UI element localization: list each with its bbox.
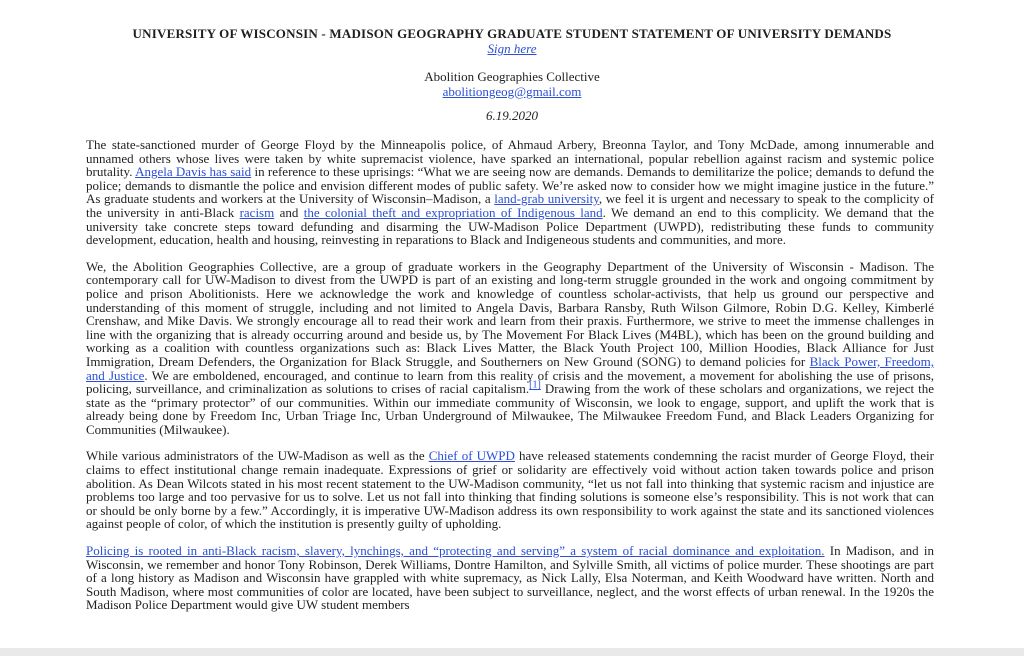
policing-rooted-link[interactable]: Policing is rooted in anti-Black racism, slavery, lynchings, and “protecting and serving” a system of racial dominance and exploitation. bbox=[86, 543, 825, 559]
paragraph-text: have released statements condemning the racist murder of George Floyd, their claims to effect institutional change remain inadequate. Expressions of grief or solidarity are effectively void without action taken towards police and prison abolition. As Dean Wilcots stated in his most recent statement to the UW-Madison community, “let us not fall into thinking that systemic racism and injustice are problems too large and too pervasive for us to solve. Let us not fall into thinking that finding solutions is someone else’s responsibility. This is not work that can or should be only borne by a few.” Accordingly, it is imperative UW-Madison address its own responsibility to work against the state and its sanctioned violences against people of color, of which the institution is presently guilty of upholding. bbox=[86, 448, 934, 532]
paragraph-text: The state-sanctioned murder of George Floyd by the Minneapolis police, of Ahmaud Arbery, Breonna Taylor, and Tony McDade, among innumerable and unnamed others whose lives were taken by white supremacist violence, have sparked an international, popular rebellion against racism and systemic police brutality. bbox=[86, 137, 934, 180]
paragraph-text: , we feel it is urgent and necessary to speak to the complicity of the university in anti-Black bbox=[86, 191, 934, 220]
sign-here-link[interactable]: Sign here bbox=[487, 41, 537, 56]
email-link[interactable]: abolitiongeog@gmail.com bbox=[442, 84, 582, 99]
paragraph-text: While various administrators of the UW-Madison as well as the bbox=[86, 448, 429, 464]
page-title: UNIVERSITY OF WISCONSIN - MADISON GEOGRAPHY GRADUATE STUDENT STATEMENT OF UNIVERSITY DEMANDS bbox=[132, 26, 892, 41]
horizontal-scrollbar[interactable] bbox=[0, 648, 1024, 656]
paragraph-3 bbox=[86, 449, 934, 531]
paragraph-text: In Madison, and in Wisconsin, we remember and honor Tony Robinson, Derek Williams, Dontre Hamilton, and Sylville Smith, all victims of police murder. These shootings are part of a long history as Madison and Wisconsin have grappled with white supremacy, as Nick Lally, Elsa Noterman, and Keith Woodward have written. North and South Madison, where most communities of color are located, have been subject to surveillance, neglect, and the worst effects of urban renewal. In the 1920s the Madison Police Department would give UW student members bbox=[86, 543, 934, 613]
paragraph-1 bbox=[86, 138, 934, 247]
paragraph-text: . We demand an end to this complicity. We demand that the university take concrete steps toward defunding and disarming the UW-Madison Police Department (UWPD), redistributing these funds to community development, education, health and housing, reinvesting in reparations to Black and Indigeneous students and communities, and more. bbox=[86, 204, 934, 248]
paragraph-text: We, the Abolition Geographies Collective, are a group of graduate workers in the Geography Department of the University of Wisconsin - Madison. The contemporary call for UW-Madison to divest from the UWPD is part of an existing and long-term struggle grounded in the work and ongoing commitment by police and prison Abolitionists. Here we acknowledge the work and knowledge of countless scholar-activists, that help us ground our perspective and understanding of this moment of struggle, including and not limited to Angela Davis, Barbara Ransby, Ruth Wilson Gilmore, Robin D.G. Kelley, Kimberlé Crenshaw, and Mike Davis. We strongly encourage all to read their work and learn from their praxis. Furthermore, we strive to meet the immense challenges in line with the organizing that is already occurring around and beside us, by The Movement For Black Lives (M4BL), which has been on the ground building and working as a coalition with countless organizations such as: Black Lives Matter, the Black Youth Project 100, Million Hoodies, Black Alliance for Just Immigration, Dream Defenders, the Organization for Black Struggle, and Southerners on New Ground (SONG) to demand policies for bbox=[86, 258, 934, 369]
black-power-link[interactable]: Black Power, Freedom, and Justice bbox=[86, 353, 935, 383]
paragraph-text: and bbox=[274, 204, 304, 220]
colonial-theft-link[interactable]: the colonial theft and expropriation of Indigenous land bbox=[303, 204, 603, 220]
paragraph-text: . We are emboldened, encouraged, and continue to learn from this reality of crisis and the movement, a movement for abolishing the use of prisons, policing, surveillance, and criminalization as solutions to crises of racial capitalism. bbox=[86, 367, 935, 397]
paragraph-text: Drawing from the work of these scholars and organizations, we reject the state as the “primary protector” of our communities. Within our immediate community of Wisconsin, we look to engage, support, and uplift the work that is already being done by Freedom Inc, Urban Triage Inc, Urban Underground of Milwaukee, The Milwaukee Freedom Fund, and Black Leaders Organizing for Communities (Milwaukee). bbox=[86, 381, 934, 437]
publish-date: 6.19.2020 bbox=[486, 108, 538, 123]
racism-link[interactable]: racism bbox=[239, 204, 275, 220]
paragraph-4 bbox=[86, 544, 934, 612]
land-grab-university-link[interactable]: land-grab university bbox=[494, 191, 599, 207]
paragraph-text: in reference to these uprisings: “What we are seeing now are demands. Demands to demilitarize the police; demands to defund the police; demands to dismantle the police and envision different modes of public safety. We’re asked now to consider how we might imagine justice in the future.” As graduate students and workers at the University of Wisconsin–Madison, a bbox=[86, 164, 934, 207]
chief-of-uwpd-link[interactable]: Chief of UWPD bbox=[428, 448, 515, 464]
document-header bbox=[0, 26, 1024, 123]
document-body bbox=[86, 138, 934, 625]
footnote-1-link[interactable]: [1] bbox=[529, 379, 541, 391]
author-collective: Abolition Geographies Collective bbox=[424, 69, 600, 84]
angela-davis-link[interactable]: Angela Davis has said bbox=[135, 164, 252, 180]
paragraph-2 bbox=[86, 260, 934, 437]
